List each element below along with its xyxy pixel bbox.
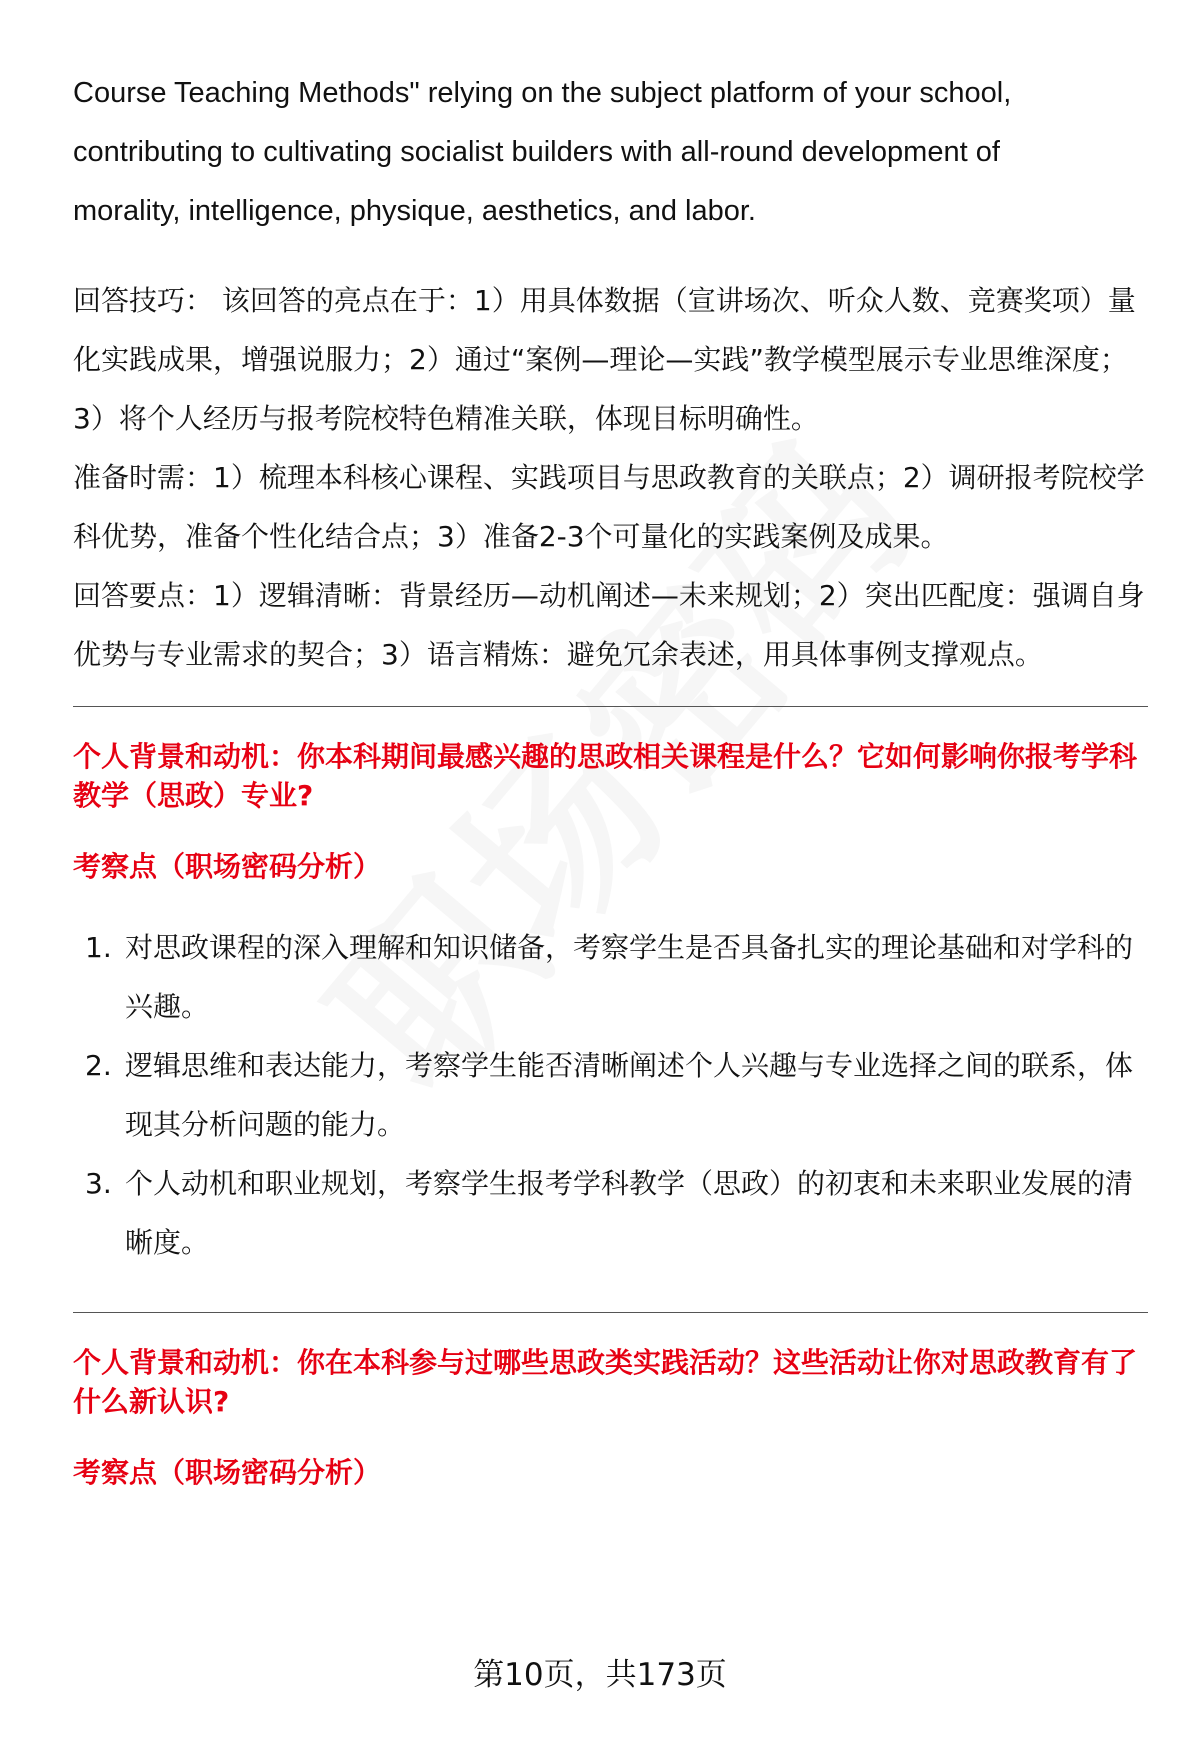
question-title: 个人背景和动机：你在本科参与过哪些思政类实践活动？这些活动让你对思政教育有了什么新认识? <box>73 1346 1138 1418</box>
page-content <box>73 64 1148 1524</box>
prep-note: 准备时需：1）梳理本科核心课程、实践项目与思政教育的关联点；2）调研报考院校学科优势，准备个性化结合点；3）准备2-3个可量化的实践案例及成果。 <box>73 461 1145 553</box>
list-item: 1. 对思政课程的深入理解和知识储备，考察学生是否具备扎实的理论基础和对学科的兴趣。 <box>85 931 1134 1023</box>
page-number: 第10页，共173页 <box>473 1657 727 1693</box>
answer-skill: 回答技巧： 该回答的亮点在于：1）用具体数据（宣讲场次、听众人数、竞赛奖项）量化实践成果，增强说服力；2）通过“案例—理论—实践”教学模型展示专业思维深度；3）将个人经历与报考院校特色精准关联，体现目标明确性。 <box>73 284 1136 435</box>
intro-line: contributing to cultivating socialist builders with all-round development of <box>73 136 1000 168</box>
question-title: 个人背景和动机：你本科期间最感兴趣的思政相关课程是什么？它如何影响你报考学科教学（思政）专业? <box>73 740 1138 812</box>
intro-line: morality, intelligence, physique, aesthetics, and labor. <box>73 195 756 227</box>
list-item: 2. 逻辑思维和表达能力，考察学生能否清晰阐述个人兴趣与专业选择之间的联系，体现其分析问题的能力。 <box>85 1049 1134 1141</box>
divider <box>73 706 1148 707</box>
section-subtitle: 考察点（职场密码分析） <box>73 1456 382 1489</box>
divider <box>73 1312 1148 1313</box>
list-item: 3. 个人动机和职业规划，考察学生报考学科教学（思政）的初衷和未来职业发展的清晰度。 <box>85 1167 1134 1259</box>
assessment-list <box>73 918 1148 1272</box>
section-subtitle: 考察点（职场密码分析） <box>73 850 382 883</box>
key-points: 回答要点：1）逻辑清晰：背景经历—动机阐述—未来规划；2）突出匹配度：强调自身优势与专业需求的契合；3）语言精炼：避免冗余表述，用具体事例支撑观点。 <box>73 579 1145 671</box>
intro-line: Course Teaching Methods" relying on the subject platform of your school, <box>73 77 1012 109</box>
